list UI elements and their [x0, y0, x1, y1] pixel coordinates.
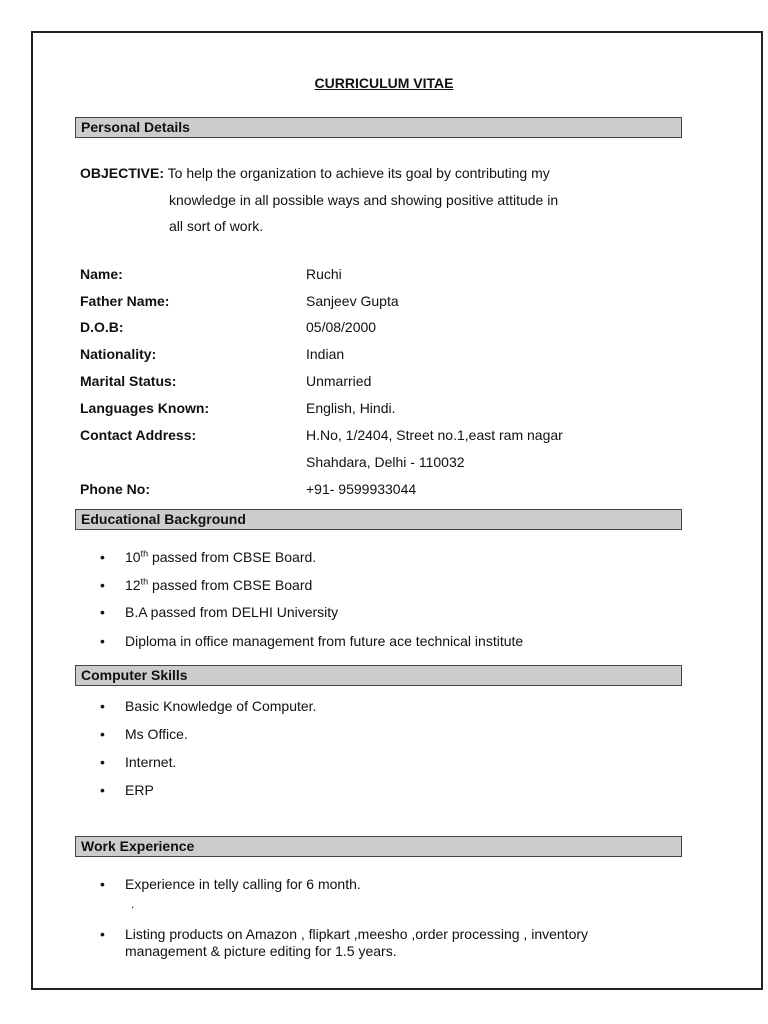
bullet-dot: •: [100, 926, 105, 942]
work-text: Listing products on Amazon , flipkart ,meesho ,order processing , inventory management & picture editing for 1.5 years.: [125, 926, 589, 959]
skill-text: Basic Knowledge of Computer.: [125, 698, 317, 714]
education-number: 12: [125, 577, 141, 593]
section-educational-background: Educational Background: [75, 509, 682, 530]
work-text: Experience in telly calling for 6 month.: [125, 876, 361, 892]
detail-value: English, Hindi.: [306, 400, 396, 416]
document-title: CURRICULUM VITAE: [314, 75, 454, 91]
detail-value: Unmarried: [306, 373, 372, 389]
detail-key: Name:: [80, 266, 123, 282]
education-number: 10: [125, 549, 141, 565]
objective-line-2: knowledge in all possible ways and showing positive attitude in: [169, 191, 559, 208]
detail-value: Ruchi: [306, 266, 342, 282]
detail-key: Father Name:: [80, 293, 170, 309]
bullet-dot: •: [100, 726, 105, 742]
education-text: Diploma in office management from future ace technical institute: [125, 633, 524, 649]
detail-value: Shahdara, Delhi - 110032: [306, 454, 465, 470]
detail-value: H.No, 1/2404, Street no.1,east ram nagar: [306, 427, 563, 443]
bullet-dot: •: [100, 782, 105, 798]
bullet-dot: •: [100, 604, 105, 620]
bullet-dot: •: [100, 698, 105, 714]
education-text: B.A passed from DELHI University: [125, 604, 339, 620]
education-text: passed from CBSE Board.: [148, 549, 317, 565]
objective-label: OBJECTIVE:: [80, 165, 165, 181]
detail-value: 05/08/2000: [306, 319, 377, 335]
section-work-experience: Work Experience: [75, 836, 682, 857]
section-personal-details: Personal Details: [75, 117, 682, 138]
bullet-dot: •: [100, 549, 105, 565]
detail-key: Languages Known:: [80, 400, 210, 416]
bullet-dot: •: [100, 876, 105, 892]
education-ordinal: th: [140, 548, 149, 559]
detail-key: D.O.B:: [80, 319, 124, 335]
bullet-dot: •: [100, 577, 105, 593]
detail-key: Phone No:: [80, 481, 150, 497]
education-ordinal: th: [140, 576, 149, 587]
detail-value: Indian: [306, 346, 345, 362]
objective-line-3: all sort of work.: [169, 218, 264, 234]
detail-key: Nationality:: [80, 346, 157, 362]
detail-key: Contact Address:: [80, 427, 197, 443]
education-text: passed from CBSE Board: [148, 577, 313, 593]
detail-key: Marital Status:: [80, 373, 177, 389]
detail-value: Sanjeev Gupta: [306, 293, 399, 309]
section-computer-skills: Computer Skills: [75, 665, 682, 686]
objective-block: [80, 160, 558, 240]
skill-text: Internet.: [125, 754, 177, 770]
stray-period: .: [131, 897, 135, 911]
skill-text: Ms Office.: [125, 726, 188, 742]
bullet-dot: •: [100, 633, 105, 649]
detail-value: +91- 9599933044: [306, 481, 417, 497]
skill-text: ERP: [125, 782, 154, 798]
bullet-dot: •: [100, 754, 105, 770]
objective-line-1: To help the organization to achieve its goal by contributing my: [167, 165, 550, 181]
